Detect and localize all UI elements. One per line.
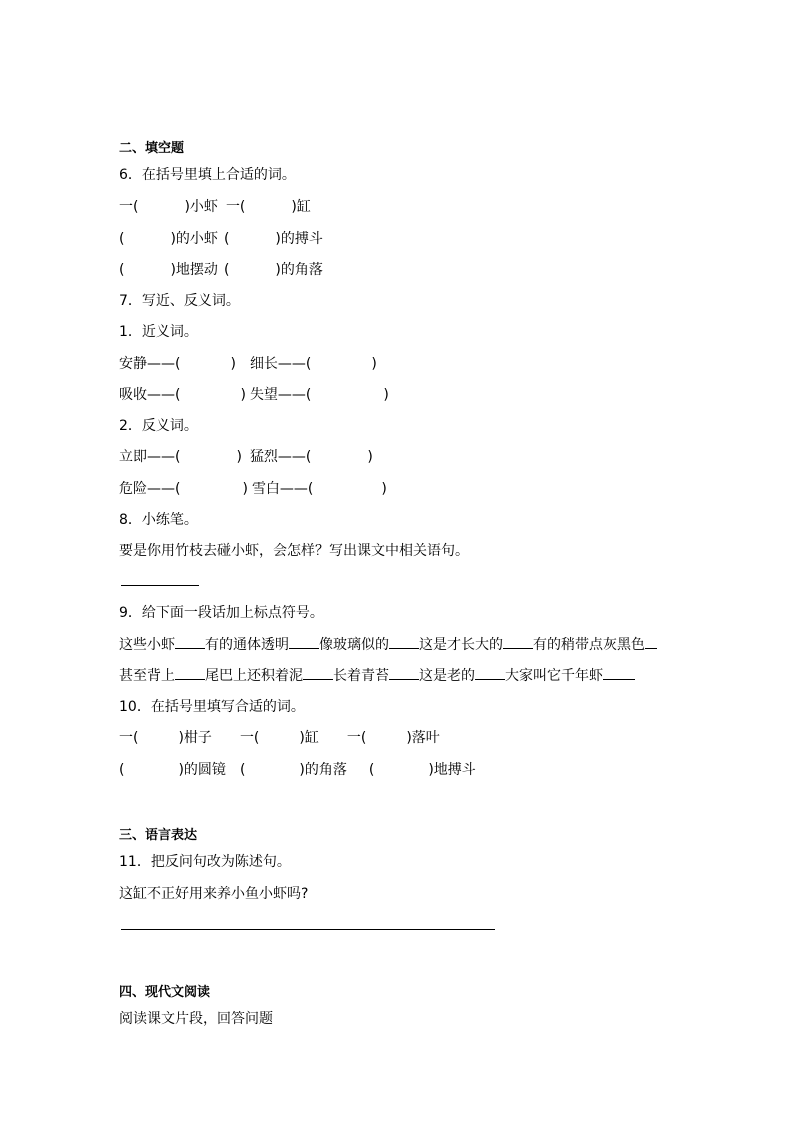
- question-9-stem: 9．给下面一段话加上标点符号。: [119, 605, 324, 621]
- question-7-synonyms-row-2: 吸收——( ) 失望——( ): [119, 387, 389, 403]
- question-11-sentence: 这缸不正好用来养小鱼小虾吗?: [119, 886, 309, 902]
- blank[interactable]: [175, 667, 205, 680]
- section-title-fill-in: 二、填空题: [119, 141, 185, 156]
- blank[interactable]: [289, 636, 319, 649]
- question-6-stem: 6．在括号里填上合适的词。: [119, 167, 296, 183]
- question-10-row-2: ( )的圆镜 ( )的角落 ( )地搏斗: [119, 762, 476, 778]
- blank[interactable]: [175, 636, 205, 649]
- question-7-antonyms-heading: 2．反义词。: [119, 418, 198, 434]
- question-7-antonyms-row-2: 危险——( ) 雪白——( ): [119, 481, 387, 497]
- question-8-prompt: 要是你用竹枝去碰小虾，会怎样？写出课文中相关语句。: [119, 543, 469, 559]
- reading-intro: 阅读课文片段，回答问题: [119, 1011, 273, 1027]
- question-9-passage-line-2: 甚至背上 尾巴上还积着泥 长着青苔 这是老的 大家叫它千年虾: [119, 667, 635, 685]
- question-7-stem: 7．写近、反义词。: [119, 293, 240, 309]
- blank[interactable]: [303, 667, 333, 680]
- blank[interactable]: [475, 667, 505, 680]
- question-8-stem: 8．小练笔。: [119, 512, 198, 528]
- question-11-stem: 11．把反问句改为陈述句。: [119, 854, 291, 870]
- question-6-row-1: 一( )小虾 一( )缸: [119, 199, 311, 215]
- question-11-answer-line[interactable]: [121, 929, 495, 930]
- question-7-synonyms-heading: 1．近义词。: [119, 324, 198, 340]
- question-9-passage-line-1: 这些小虾 有的通体透明 像玻璃似的 这是才长大的 有的稍带点灰黑色: [119, 636, 657, 654]
- blank[interactable]: [389, 667, 419, 680]
- question-7-synonyms-row-1: 安静——( ) 细长——( ): [119, 356, 377, 372]
- section-title-modern-reading: 四、现代文阅读: [119, 985, 211, 1000]
- blank[interactable]: [603, 667, 635, 680]
- question-6-row-3: ( )地摆动 ( )的角落: [119, 262, 323, 278]
- question-10-stem: 10．在括号里填写合适的词。: [119, 699, 305, 715]
- question-8-answer-line[interactable]: [121, 585, 199, 586]
- question-6-row-2: ( )的小虾 ( )的搏斗: [119, 231, 323, 247]
- question-7-antonyms-row-1: 立即——( ) 猛烈——( ): [119, 449, 373, 465]
- section-title-language-expression: 三、语言表达: [119, 828, 198, 843]
- blank[interactable]: [389, 636, 419, 649]
- blank[interactable]: [645, 636, 657, 649]
- question-10-row-1: 一( )柑子 一( )缸 一( )落叶: [119, 730, 440, 746]
- blank[interactable]: [503, 636, 533, 649]
